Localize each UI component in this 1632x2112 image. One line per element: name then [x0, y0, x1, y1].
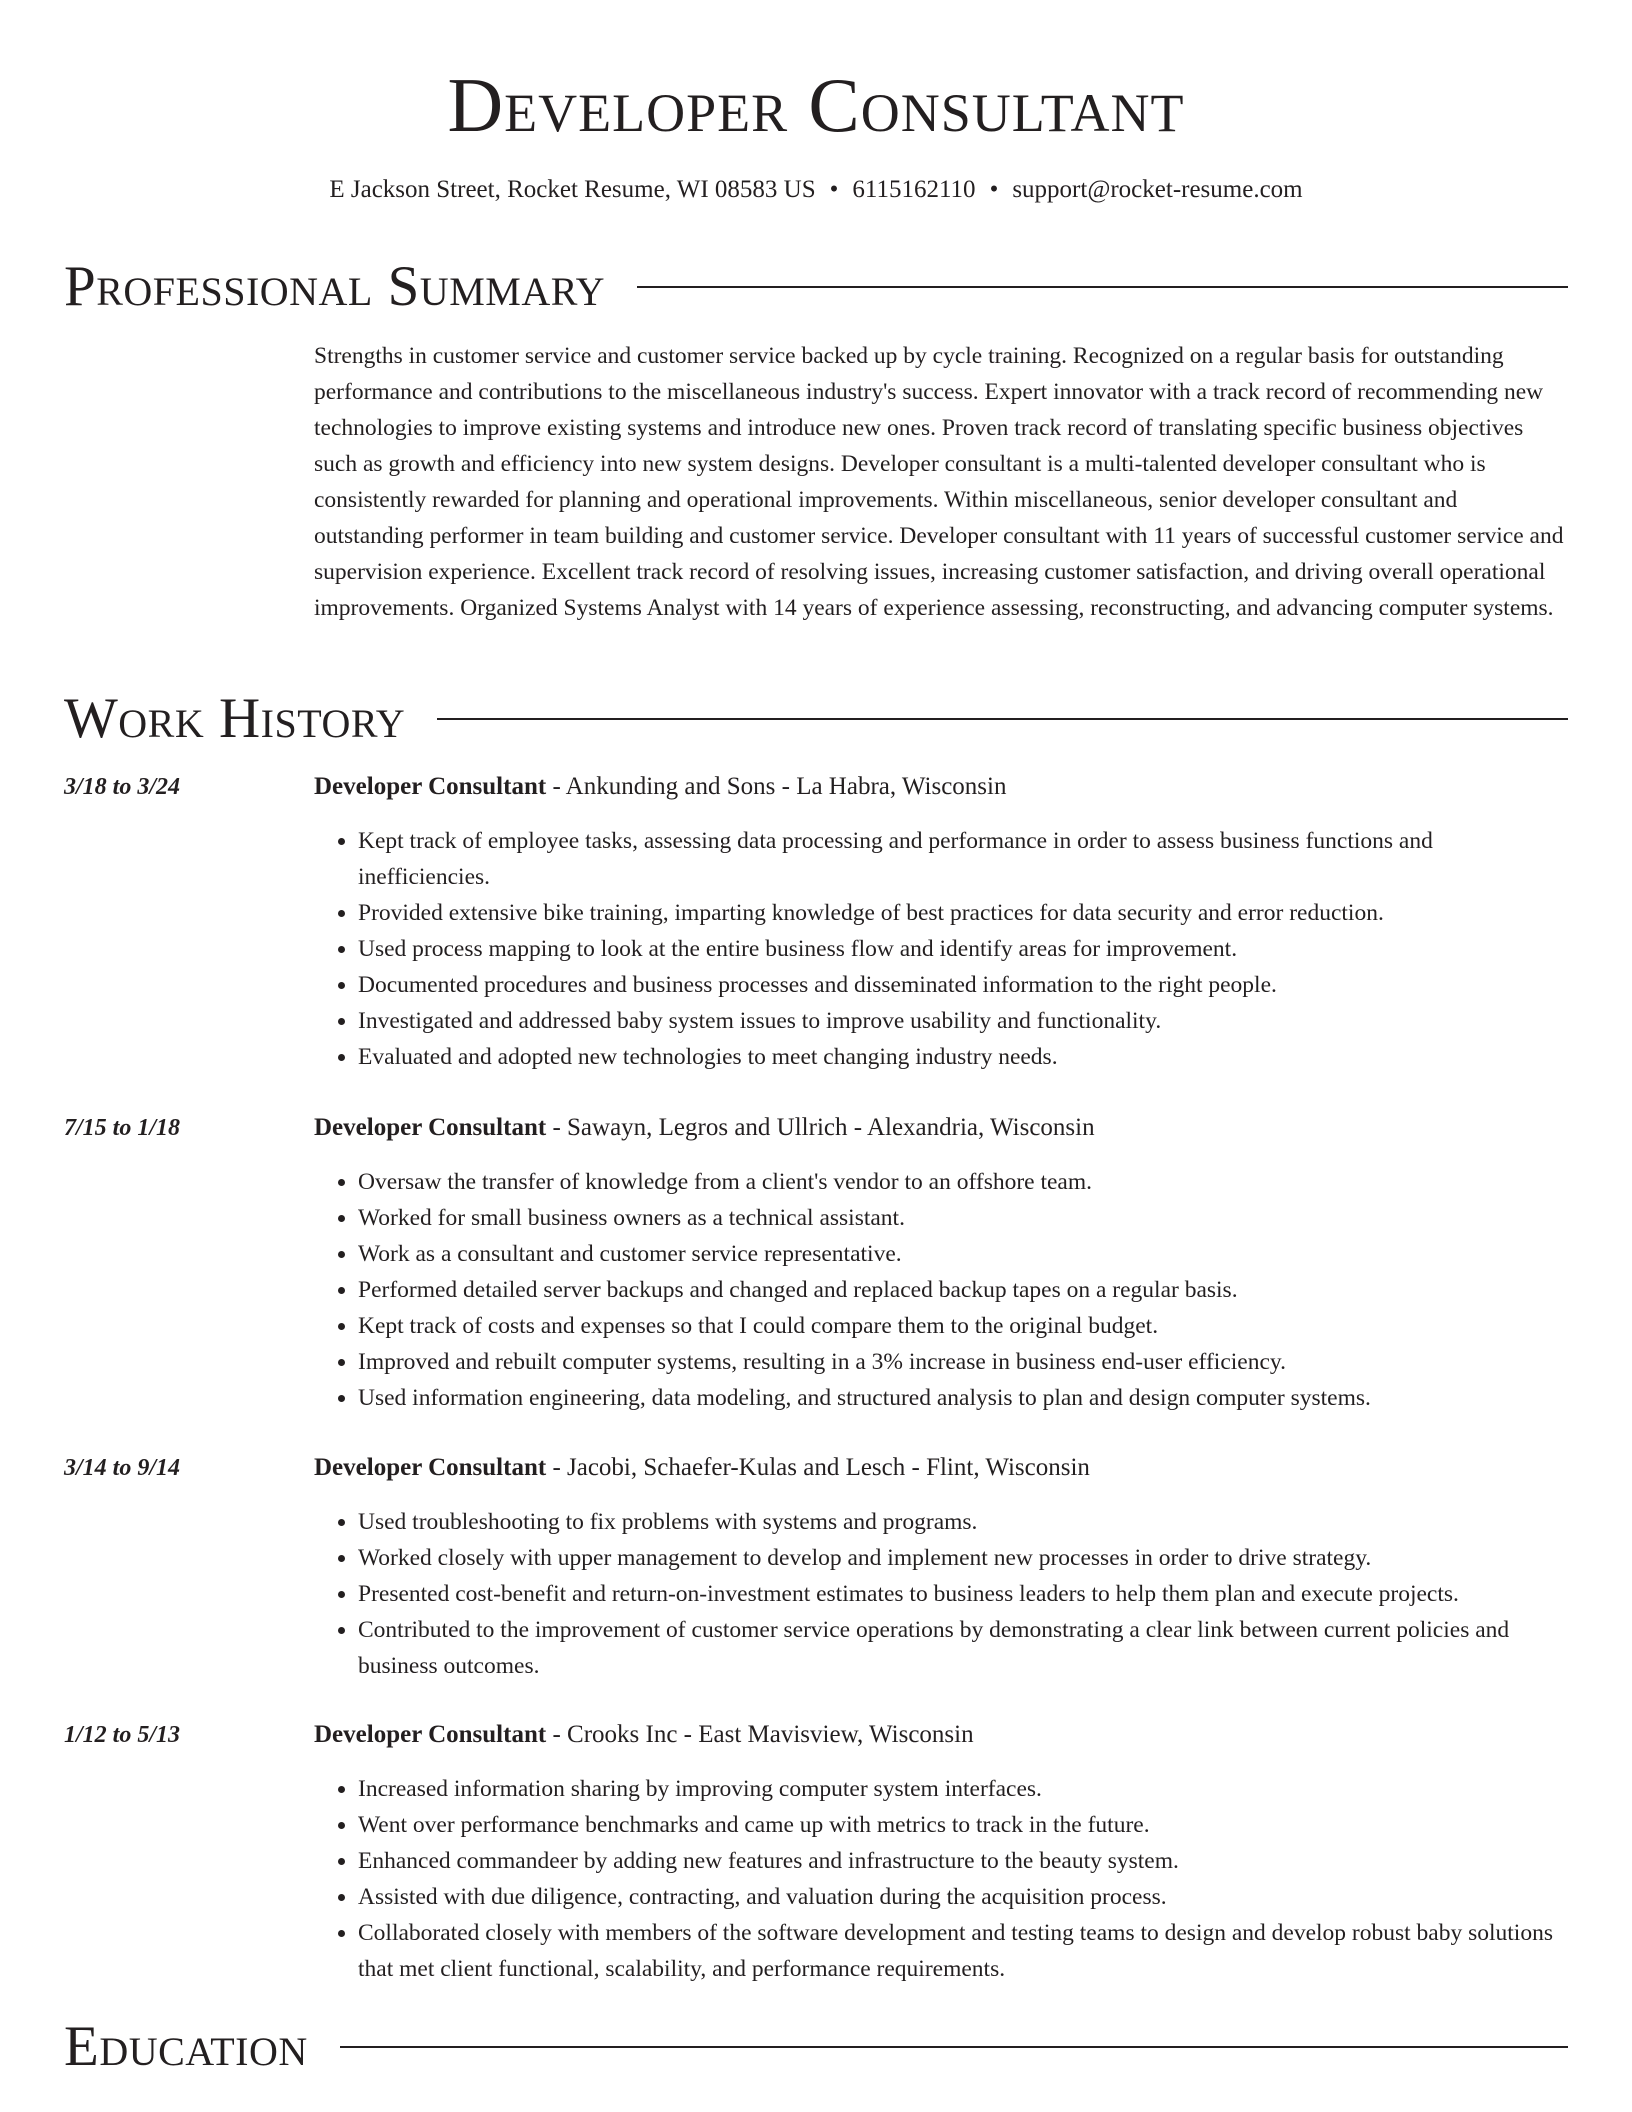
job-bullet-list: [314, 1771, 1568, 1987]
section-header-work-history: [64, 684, 1568, 754]
job-bullet: • Increased information sharing by improving computer system interfaces.: [358, 1771, 1568, 1807]
contact-address: E Jackson Street, Rocket Resume, WI 08583 US: [329, 176, 816, 203]
job-title: Developer Consultant: [314, 1114, 547, 1141]
job-title: Developer Consultant: [314, 1721, 547, 1748]
job-bullet: • Worked for small business owners as a technical assistant.: [358, 1200, 1568, 1236]
contact-separator: •: [989, 176, 999, 203]
section-divider: [437, 718, 1568, 720]
contact-email: support@rocket-resume.com: [1012, 176, 1303, 203]
job-employer-location: - Jacobi, Schaefer-Kulas and Lesch - Flint, Wisconsin: [546, 1454, 1090, 1481]
section-title-work-history: Work History: [64, 687, 406, 750]
job-employer-location: - Sawayn, Legros and Ullrich - Alexandria, Wisconsin: [546, 1114, 1095, 1141]
section-header-education: [64, 2012, 1568, 2082]
job-bullet: • Contributed to the improvement of customer service operations by demonstrating a clear link between current policies and business outcomes.: [358, 1612, 1568, 1684]
job-bullet-list: [314, 1164, 1568, 1416]
job-bullet: • Used process mapping to look at the entire business flow and identify areas for improvement.: [358, 931, 1568, 967]
job-dates: 3/14 to 9/14: [64, 1455, 181, 1481]
job-dates: 1/12 to 5/13: [64, 1722, 181, 1748]
job-bullet: • Presented cost-benefit and return-on-investment estimates to business leaders to help them plan and execute projects.: [358, 1576, 1568, 1612]
section-divider: [637, 286, 1568, 288]
job-bullet: • Worked closely with upper management to develop and implement new processes in order to drive strategy.: [358, 1540, 1568, 1576]
job-bullet: • Kept track of costs and expenses so that I could compare them to the original budget.: [358, 1308, 1568, 1344]
job-bullet: • Work as a consultant and customer service representative.: [358, 1236, 1568, 1272]
job-bullet: • Evaluated and adopted new technologies to meet changing industry needs.: [358, 1039, 1568, 1075]
job-title-line: [314, 769, 1006, 805]
job-bullet: • Enhanced commandeer by adding new features and infrastructure to the beauty system.: [358, 1843, 1568, 1879]
job-bullet-list: [314, 1504, 1568, 1684]
job-bullet: • Assisted with due diligence, contracting, and valuation during the acquisition process.: [358, 1879, 1568, 1915]
job-employer-location: - Ankunding and Sons - La Habra, Wisconsin: [546, 773, 1007, 800]
contact-separator: •: [829, 176, 839, 203]
job-title-line: [314, 1110, 1095, 1146]
candidate-name: Developer Consultant: [447, 62, 1185, 148]
job-bullet: • Went over performance benchmarks and came up with metrics to track in the future.: [358, 1807, 1568, 1843]
job-bullet: • Provided extensive bike training, imparting knowledge of best practices for data security and error reduction.: [358, 895, 1568, 931]
section-title-professional-summary: Professional Summary: [64, 255, 606, 318]
job-title: Developer Consultant: [314, 773, 547, 800]
professional-summary-text: Strengths in customer service and customer service backed up by cycle training. Recognized on a regular basis for outstanding performance and contributions to the miscellaneous industry's success. Expert innovator with a track record of recommending new technologies to improve existing systems and introduce new ones. Proven track record of translating specific business objectives such as growth and efficiency into new system designs. Developer consultant is a multi-talented developer consultant who is consistently rewarded for planning and operational improvements. Within miscellaneous, senior developer consultant and outstanding performer in team building and customer service. Developer consultant with 11 years of successful customer service and supervision experience. Excellent track record of resolving issues, increasing customer satisfaction, and driving overall operational improvements. Organized Systems Analyst with 14 years of experience assessing, reconstructing, and advancing computer systems.: [314, 343, 1564, 621]
job-bullet-list: [314, 823, 1568, 1075]
section-title-education: Education: [64, 2015, 308, 2078]
contact-phone: 6115162110: [852, 176, 976, 203]
job-bullet: • Performed detailed server backups and changed and replaced backup tapes on a regular basis.: [358, 1272, 1568, 1308]
job-title-line: [314, 1717, 974, 1753]
job-bullet: • Collaborated closely with members of the software development and testing teams to design and develop robust baby solutions that met client functional, scalability, and performance requirements.: [358, 1915, 1568, 1987]
job-title: Developer Consultant: [314, 1454, 547, 1481]
job-bullet: • Oversaw the transfer of knowledge from a client's vendor to an offshore team.: [358, 1164, 1568, 1200]
section-divider: [340, 2046, 1568, 2048]
job-bullet: • Investigated and addressed baby system issues to improve usability and functionality.: [358, 1003, 1568, 1039]
job-title-line: [314, 1450, 1090, 1486]
job-dates: 3/18 to 3/24: [64, 774, 181, 800]
contact-line: [0, 174, 1632, 206]
job-bullet: • Improved and rebuilt computer systems, resulting in a 3% increase in business end-user efficiency.: [358, 1344, 1568, 1380]
section-header-professional-summary: [64, 252, 1568, 322]
job-dates: 7/15 to 1/18: [64, 1115, 181, 1141]
job-bullet: • Used troubleshooting to fix problems with systems and programs.: [358, 1504, 1568, 1540]
job-employer-location: - Crooks Inc - East Mavisview, Wisconsin: [546, 1721, 974, 1748]
job-bullet: • Used information engineering, data modeling, and structured analysis to plan and design computer systems.: [358, 1380, 1568, 1416]
job-bullet: • Documented procedures and business processes and disseminated information to the right people.: [358, 967, 1568, 1003]
job-bullet: • Kept track of employee tasks, assessing data processing and performance in order to assess business functions and inefficiencies.: [358, 823, 1568, 895]
